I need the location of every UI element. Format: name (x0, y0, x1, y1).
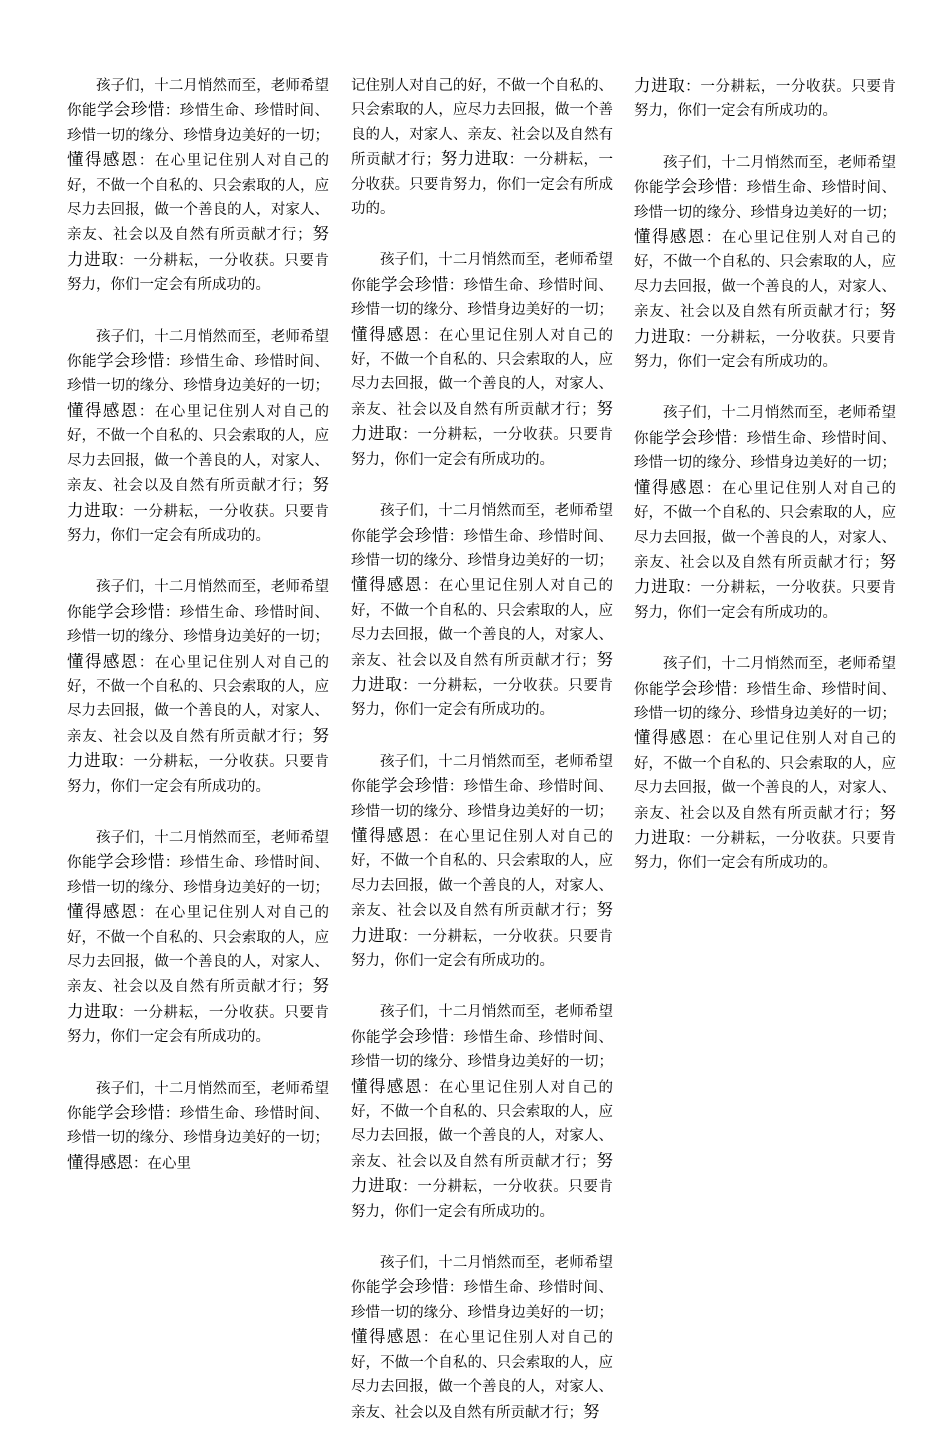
paragraph (67, 74, 329, 298)
highlight-gratitude: 懂得感恩 (67, 150, 139, 170)
paragraph-text: 孩子们，十二月悄然而至，老师希望你能 (67, 1080, 329, 1123)
paragraph-partial-end (351, 74, 613, 221)
highlight-gratitude: 懂得感恩 (634, 477, 706, 497)
paragraph-text: ：一分耕耘，一分收获。只要肯努力，你们一定会有所成功的。 (67, 754, 329, 795)
paragraph (351, 750, 613, 974)
paragraph-text: ：一分耕耘，一分收获。只要肯努力，你们一定会有所成功的。 (67, 503, 329, 544)
paragraph (351, 1000, 613, 1224)
highlight-gratitude: 懂得感恩 (634, 227, 706, 247)
highlight-strive: 努力进取 (67, 725, 329, 771)
paragraph (67, 325, 329, 549)
highlight-strive: 努力进取 (351, 900, 613, 945)
highlight-gratitude: 懂得感恩 (351, 825, 423, 845)
highlight-strive: 努力进取 (634, 301, 896, 346)
paragraph-text: 孩子们，十二月悄然而至，老师希望你能 (351, 252, 613, 294)
highlight-strive-part: 努 (583, 1401, 600, 1421)
paragraph-text: ：一分耕耘，一分收获。只要肯努力，你们一定会有所成功的。 (351, 1179, 613, 1220)
paragraph (67, 575, 329, 799)
paragraph-text: ：一分耕耘，一分收获。只要肯努力，你们一定会有所成功的。 (351, 427, 613, 468)
paragraph-text: ：在心里记住别人对自己的好，不做一个自私的、只会索取的人，应尽力去回报，做一个善良的人，对家人、亲友、社会以及自然有所贡献才行； (351, 578, 614, 669)
paragraph-partial-end (634, 74, 896, 124)
paragraph-text: ：在心里记住别人对自己的好，不做一个自私的、只会索取的人，应尽力去回报，做一个善良的人，对家人、亲友、社会以及自然有所贡献才行； (634, 230, 897, 321)
paragraph-text: ：在心里记住别人对自己的好，不做一个自私的、只会索取的人，应尽力去回报，做一个善良的人，对家人、亲友、社会以及自然有所贡献才行； (351, 1330, 614, 1421)
text-column-1 (67, 74, 329, 1203)
paragraph-partial-start (67, 1077, 329, 1177)
paragraph-text: ：珍惜生命、珍惜时间、珍惜一切的缘分、珍惜身边美好的一切； (351, 1280, 613, 1321)
paragraph-text: 孩子们，十二月悄然而至，老师希望你能 (67, 579, 329, 621)
paragraph-text: ：一分耕耘，一分收获。只要肯努力，你们一定会有所成功的。 (351, 928, 613, 969)
paragraph-text: 孩子们，十二月悄然而至，老师希望你能 (67, 829, 329, 872)
paragraph-text: ：珍惜生命、珍惜时间、珍惜一切的缘分、珍惜身边美好的一切； (67, 354, 329, 395)
highlight-gratitude: 懂得感恩 (67, 651, 139, 671)
paragraph-text: 记住别人对自己的好，不做一个自私的、只会索取的人，应尽力去回报，做一个善良的人，对家人、亲友、社会以及自然有所贡献才行； (351, 78, 613, 169)
paragraph (634, 401, 896, 625)
paragraph (634, 652, 896, 876)
paragraph (351, 499, 613, 723)
highlight-cherish: 学会珍惜 (663, 678, 732, 698)
highlight-cherish: 学会珍惜 (663, 427, 732, 447)
paragraph-text: ：在心里记住别人对自己的好，不做一个自私的、只会索取的人，应尽力去回报，做一个善良的人，对家人、亲友、社会以及自然有所贡献才行； (67, 153, 330, 244)
highlight-cherish: 学会珍惜 (96, 1103, 165, 1123)
paragraph-text: ：一分耕耘，一分收获。只要肯努力，你们一定会有所成功的。 (67, 1004, 329, 1046)
paragraph (67, 826, 329, 1050)
highlight-cherish: 学会珍惜 (96, 601, 165, 621)
highlight-gratitude: 懂得感恩 (67, 1152, 133, 1172)
paragraph-text: 孩子们，十二月悄然而至，老师希望你能 (351, 753, 613, 796)
paragraph-text: ：一分耕耘，一分收获。只要肯努力，你们一定会有所成功的。 (634, 580, 896, 621)
highlight-strive: 努力进取 (67, 224, 329, 269)
paragraph-text: ：珍惜生命、珍惜时间、珍惜一切的缘分、珍惜身边美好的一切； (351, 1029, 613, 1071)
paragraph-text: 孩子们，十二月悄然而至，老师希望你能 (351, 1255, 613, 1297)
paragraph-text: 孩子们，十二月悄然而至，老师希望你能 (634, 656, 896, 698)
paragraph-text: ：珍惜生命、珍惜时间、珍惜一切的缘分、珍惜身边美好的一切； (634, 430, 896, 472)
text-column-2 (351, 74, 613, 1452)
paragraph-text: ：珍惜生命、珍惜时间、珍惜一切的缘分、珍惜身边美好的一切； (67, 1106, 329, 1147)
highlight-gratitude: 懂得感恩 (67, 902, 139, 922)
highlight-cherish: 学会珍惜 (380, 525, 449, 545)
paragraph-text: 孩子们，十二月悄然而至，老师希望你能 (634, 154, 896, 197)
highlight-cherish: 学会珍惜 (663, 177, 732, 197)
highlight-gratitude: 懂得感恩 (351, 1327, 423, 1347)
paragraph-text: ：珍惜生命、珍惜时间、珍惜一切的缘分、珍惜身边美好的一切； (67, 604, 329, 646)
highlight-cherish: 学会珍惜 (96, 100, 165, 120)
highlight-gratitude: 懂得感恩 (351, 324, 423, 344)
paragraph-text: ：一分耕耘，一分收获。只要肯努力，你们一定会有所成功的。 (634, 329, 896, 371)
paragraph-text: ：珍惜生命、珍惜时间、珍惜一切的缘分、珍惜身边美好的一切； (67, 855, 329, 896)
highlight-cherish: 学会珍惜 (380, 1277, 449, 1297)
highlight-cherish: 学会珍惜 (96, 351, 165, 371)
paragraph-text: ：在心里 (133, 1155, 191, 1172)
paragraph-text: ：在心里记住别人对自己的好，不做一个自私的、只会索取的人，应尽力去回报，做一个善良的人，对家人、亲友、社会以及自然有所贡献才行； (634, 731, 897, 822)
paragraph-text: ：一分耕耘，一分收获。只要肯努力，你们一定会有所成功的。 (67, 252, 329, 294)
highlight-cherish: 学会珍惜 (380, 274, 449, 294)
paragraph-text: 孩子们，十二月悄然而至，老师希望你能 (67, 78, 329, 120)
paragraph-text: ：在心里记住别人对自己的好，不做一个自私的、只会索取的人，应尽力去回报，做一个善良的人，对家人、亲友、社会以及自然有所贡献才行； (67, 654, 330, 745)
paragraph-partial-start (351, 1251, 613, 1425)
paragraph-text: 孩子们，十二月悄然而至，老师希望你能 (634, 405, 896, 447)
paragraph-text: ：在心里记住别人对自己的好，不做一个自私的、只会索取的人，应尽力去回报，做一个善良的人，对家人、亲友、社会以及自然有所贡献才行； (67, 403, 330, 495)
highlight-gratitude: 懂得感恩 (634, 728, 706, 748)
highlight-strive-part: 力进取 (634, 76, 686, 95)
paragraph-text: ：在心里记住别人对自己的好，不做一个自私的、只会索取的人，应尽力去回报，做一个善良的人，对家人、亲友、社会以及自然有所贡献才行； (67, 905, 330, 996)
highlight-strive: 努力进取 (440, 149, 509, 169)
paragraph (351, 248, 613, 472)
highlight-cherish: 学会珍惜 (96, 852, 165, 872)
highlight-strive: 努力进取 (634, 551, 896, 597)
paragraph-text: ：珍惜生命、珍惜时间、珍惜一切的缘分、珍惜身边美好的一切； (634, 180, 896, 221)
paragraph-text: ：在心里记住别人对自己的好，不做一个自私的、只会索取的人，应尽力去回报，做一个善良的人，对家人、亲友、社会以及自然有所贡献才行； (351, 828, 614, 920)
highlight-cherish: 学会珍惜 (380, 776, 449, 796)
paragraph-text: ：珍惜生命、珍惜时间、珍惜一切的缘分、珍惜身边美好的一切； (351, 779, 613, 820)
highlight-gratitude: 懂得感恩 (67, 400, 139, 420)
paragraph-text: ：一分耕耘，一分收获。只要肯努力，你们一定会有所成功的。 (634, 79, 896, 120)
paragraph-text: ：一分耕耘，一分收获。只要肯努力，你们一定会有所成功的。 (351, 152, 613, 218)
highlight-gratitude: 懂得感恩 (351, 1076, 423, 1096)
highlight-strive: 努力进取 (351, 398, 613, 444)
paragraph (634, 151, 896, 375)
highlight-cherish: 学会珍惜 (380, 1026, 449, 1046)
paragraph-text: ：在心里记住别人对自己的好，不做一个自私的、只会索取的人，应尽力去回报，做一个善良的人，对家人、亲友、社会以及自然有所贡献才行； (634, 480, 897, 571)
text-column-3 (634, 74, 896, 903)
paragraph-text: ：珍惜生命、珍惜时间、珍惜一切的缘分、珍惜身边美好的一切； (634, 681, 896, 722)
paragraph-text: 孩子们，十二月悄然而至，老师希望你能 (351, 503, 613, 545)
paragraph-text: ：在心里记住别人对自己的好，不做一个自私的、只会索取的人，应尽力去回报，做一个善良的人，对家人、亲友、社会以及自然有所贡献才行； (351, 1079, 614, 1170)
paragraph-text: 孩子们，十二月悄然而至，老师希望你能 (351, 1004, 613, 1046)
highlight-strive: 努力进取 (351, 649, 613, 694)
paragraph-text: ：珍惜生命、珍惜时间、珍惜一切的缘分、珍惜身边美好的一切； (351, 277, 613, 319)
paragraph-text: ：珍惜生命、珍惜时间、珍惜一切的缘分、珍惜身边美好的一切； (351, 528, 613, 569)
highlight-strive: 努力进取 (634, 802, 896, 847)
paragraph-text: 孩子们，十二月悄然而至，老师希望你能 (67, 328, 329, 371)
paragraph-text: ：在心里记住别人对自己的好，不做一个自私的、只会索取的人，应尽力去回报，做一个善良的人，对家人、亲友、社会以及自然有所贡献才行； (351, 327, 614, 418)
highlight-strive: 努力进取 (351, 1150, 613, 1196)
highlight-gratitude: 懂得感恩 (351, 575, 423, 595)
highlight-strive: 努力进取 (67, 475, 329, 520)
highlight-strive: 努力进取 (67, 976, 329, 1021)
paragraph-text: ：一分耕耘，一分收获。只要肯努力，你们一定会有所成功的。 (351, 677, 613, 719)
paragraph-text: ：珍惜生命、珍惜时间、珍惜一切的缘分、珍惜身边美好的一切； (67, 103, 329, 144)
paragraph-text: ：一分耕耘，一分收获。只要肯努力，你们一定会有所成功的。 (634, 830, 896, 872)
